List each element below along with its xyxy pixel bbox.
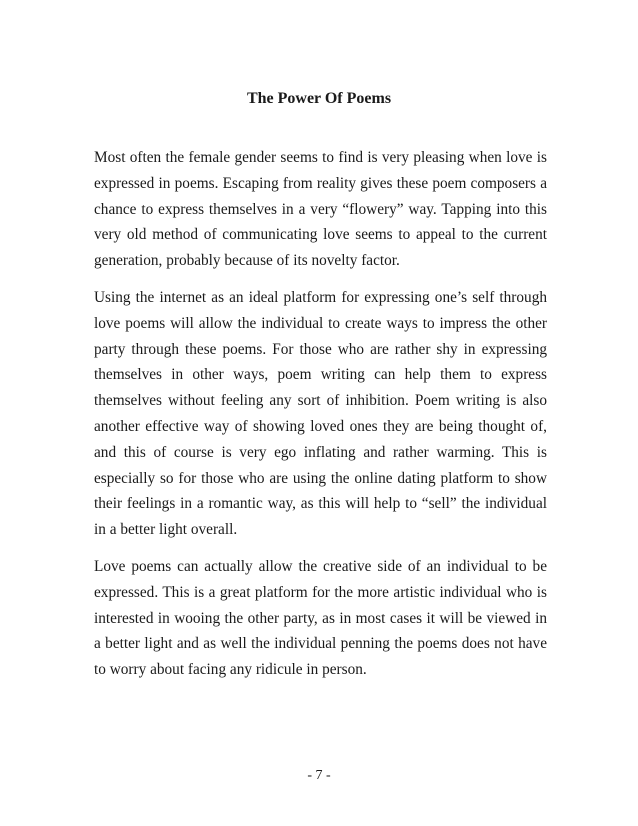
paragraph-1: Most often the female gender seems to find is very pleasing when love is expressed in poems. Escaping from reality gives these poem composers a chance to express themselves in a very “flowery” way. Tapping into this very old method of communicating love seems to appeal to the current generation, probably because of its novelty factor. (94, 149, 547, 270)
body-text (94, 145, 547, 694)
page-number: - 7 - (307, 768, 331, 783)
page-title: The Power Of Poems (246, 90, 392, 107)
paragraph-2: Using the internet as an ideal platform for expressing one’s self through love poems will allow the individual to create ways to impress the other party through these poems. For those who are rather shy in expressing themselves in other ways, poem writing can help them to express themselves without feeling any sort of inhibition. Poem writing is also another effective way of showing loved ones they are being thought of, and this of course is very ego inflating and rather warming. This is especially so for those who are using the online dating platform to show their feelings in a romantic way, as this will help to “sell” the individual in a better light overall. (94, 288, 547, 539)
paragraph-3: Love poems can actually allow the creative side of an individual to be expressed. This is a great platform for the more artistic individual who is interested in wooing the other party, as in most cases it will be viewed in a better light and as well the individual penning the poems does not have to worry about facing any ridicule in person. (94, 557, 547, 679)
